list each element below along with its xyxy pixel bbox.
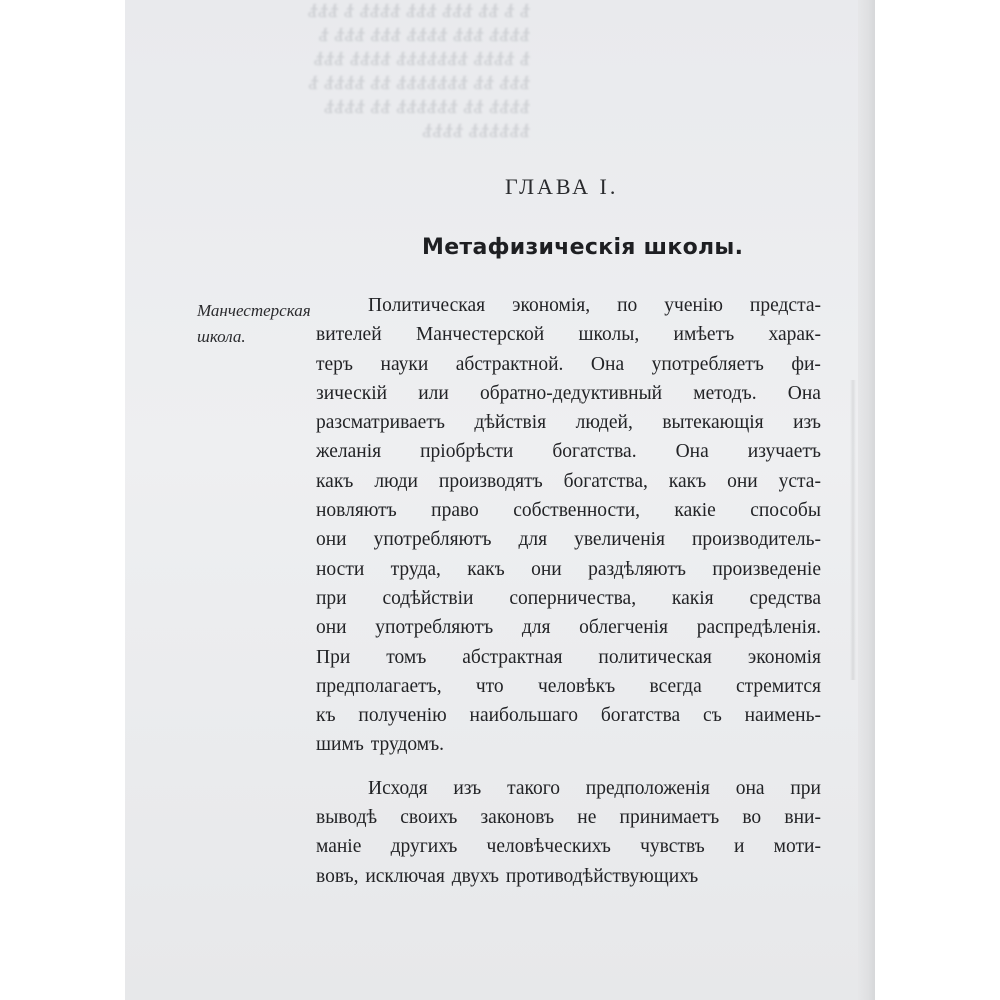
word: противодѣйствующихъ xyxy=(505,865,699,887)
page-crease xyxy=(850,380,856,680)
word: Она xyxy=(787,382,821,404)
word: чувствъ xyxy=(640,836,705,858)
word: для xyxy=(521,617,551,639)
word: наибольшаго xyxy=(469,705,579,727)
section-title: Метафизическія школы. xyxy=(422,235,744,260)
word: по xyxy=(617,295,638,316)
word: какъ xyxy=(467,558,505,580)
word: желанія xyxy=(316,441,382,463)
word: не xyxy=(577,807,597,829)
word: фи- xyxy=(791,353,821,375)
word: экономія xyxy=(747,646,821,668)
margin-note-line: Манчестерская xyxy=(197,301,311,320)
word: вни- xyxy=(784,807,821,829)
word: людей, xyxy=(575,412,633,434)
text-line xyxy=(316,350,821,379)
word: они xyxy=(727,470,758,492)
text-line xyxy=(316,803,821,832)
text-line xyxy=(316,320,821,349)
text-line xyxy=(316,672,821,701)
text-line xyxy=(316,613,821,642)
word: стремится xyxy=(735,675,821,697)
word: экономія, xyxy=(512,295,591,316)
word: при xyxy=(790,777,821,799)
word: изъ xyxy=(453,777,482,799)
word: способы xyxy=(750,500,821,522)
paragraph-gap xyxy=(316,760,821,774)
word: она xyxy=(735,777,765,799)
word: во xyxy=(742,807,762,829)
paragraph xyxy=(316,774,821,891)
word: увеличенія xyxy=(574,529,666,551)
word: Она xyxy=(675,441,709,463)
word: Она xyxy=(590,353,625,375)
text-line xyxy=(316,291,821,320)
text-line xyxy=(316,496,821,525)
word: распредѣленія. xyxy=(696,617,821,639)
word: имѣетъ xyxy=(673,324,735,346)
text-line xyxy=(316,408,821,437)
word: собственности, xyxy=(513,500,641,522)
word: уста- xyxy=(778,470,821,492)
word: какъ xyxy=(668,470,707,492)
word: какія xyxy=(671,587,714,609)
word: соперничества, xyxy=(509,587,637,609)
word: богатства xyxy=(600,705,681,727)
word: разсматриваетъ xyxy=(316,412,445,434)
word: дѣйствія xyxy=(474,412,547,434)
word: своихъ xyxy=(400,807,458,829)
text-line xyxy=(316,832,821,861)
word: содѣйствіи xyxy=(382,587,474,609)
word: томъ xyxy=(386,646,427,668)
body-text xyxy=(316,291,821,891)
word: другихъ xyxy=(390,836,458,858)
word: или xyxy=(418,382,449,404)
word: употребляютъ xyxy=(373,529,492,551)
word: они xyxy=(531,558,562,580)
word: люди xyxy=(374,470,418,492)
word: богатства. xyxy=(552,441,637,463)
margin-note xyxy=(197,298,311,350)
word: исключая xyxy=(365,865,445,887)
word: новляютъ xyxy=(316,500,397,522)
word: право xyxy=(431,500,479,522)
word: школы, xyxy=(578,324,640,346)
text-line xyxy=(316,525,821,554)
word: съ xyxy=(703,705,722,727)
word: они xyxy=(316,617,347,639)
word: изучаетъ xyxy=(747,441,821,463)
word: харак- xyxy=(768,324,821,346)
word: зическій xyxy=(316,382,388,404)
word: какъ xyxy=(316,470,354,492)
text-line xyxy=(316,555,821,584)
word: средства xyxy=(749,587,821,609)
paragraph xyxy=(316,291,821,760)
word: труда, xyxy=(390,558,441,580)
word: и xyxy=(734,836,745,858)
word: выводѣ xyxy=(316,807,378,829)
word: что xyxy=(475,675,504,697)
word: теръ xyxy=(316,353,354,375)
word: двухъ xyxy=(451,865,500,887)
word: трудомъ. xyxy=(370,734,445,756)
word: ученію xyxy=(664,295,723,316)
word: законовъ xyxy=(480,807,555,829)
word: къ xyxy=(316,705,336,727)
word: предположенія xyxy=(585,777,710,799)
text-line xyxy=(316,643,821,672)
word: науки xyxy=(380,353,429,375)
text-line xyxy=(316,701,821,730)
word: употребляетъ xyxy=(651,353,764,375)
word: изъ xyxy=(793,412,821,434)
word: производитель- xyxy=(691,529,821,551)
word: ности xyxy=(316,558,365,580)
word: Манчестерской xyxy=(415,324,545,346)
word: обратно-дедуктивный xyxy=(480,382,663,404)
word: раздѣляютъ xyxy=(588,558,686,580)
word: шимъ xyxy=(316,734,364,756)
word: произведеніе xyxy=(712,558,821,580)
word: для xyxy=(518,529,548,551)
word: принимаетъ xyxy=(619,807,720,829)
text-line xyxy=(316,730,821,759)
word: абстрактная xyxy=(462,646,563,668)
word: какіе xyxy=(674,500,716,522)
word: предста- xyxy=(749,295,821,316)
word: маніе xyxy=(316,836,362,858)
word: производятъ xyxy=(438,470,543,492)
word: употребляютъ xyxy=(375,617,494,639)
word: полученію xyxy=(358,705,447,727)
word: наимень- xyxy=(744,705,821,727)
word: человѣческихъ xyxy=(486,836,611,858)
word: богатства, xyxy=(563,470,648,492)
word: моти- xyxy=(773,836,821,858)
text-line xyxy=(316,862,821,891)
page-edge xyxy=(858,0,875,1000)
word: Исходя xyxy=(368,777,428,799)
word: они xyxy=(316,529,347,551)
text-line xyxy=(316,379,821,408)
word: при xyxy=(316,587,347,609)
word: вителей xyxy=(316,324,382,346)
word: методъ. xyxy=(693,382,757,404)
word: облегченія xyxy=(579,617,669,639)
margin-note-line: школа. xyxy=(197,327,246,346)
text-line xyxy=(316,467,821,496)
text-line xyxy=(316,437,821,466)
text-line xyxy=(316,774,821,803)
bleed-through-text: ѣ ѣ ѣѣ ѣѣѣ ѣѣѣ ѣѣѣѣ ѣ ѣѣѣ ѣѣѣѣ ѣѣѣ ѣѣѣѣ ѣѣѣ ѣѣѣ ѣ ѣ ѣѣѣѣ ѣѣѣѣѣѣѣ ѣѣѣѣ ѣѣѣ ѣѣѣ ѣѣ ѣѣѣѣѣѣѣ ѣѣ ѣѣѣѣ ѣ ѣѣѣѣ ѣѣ ѣѣѣѣѣѣ ѣѣ ѣѣѣѣ ѣѣѣѣѣѣ ѣѣѣѣ xyxy=(307,2,530,142)
word: всегда xyxy=(649,675,702,697)
word: предполагаетъ, xyxy=(316,675,442,697)
word: такого xyxy=(507,777,560,799)
word: человѣкъ xyxy=(537,675,616,697)
word: пріобрѣсти xyxy=(420,441,514,463)
word: абстрактной. xyxy=(455,353,564,375)
word: Политическая xyxy=(368,295,486,316)
word: политическая xyxy=(598,646,712,668)
text-line xyxy=(316,584,821,613)
word: При xyxy=(316,646,351,668)
chapter-heading: ГЛАВА I. xyxy=(505,174,619,199)
word: вовъ, xyxy=(316,865,359,887)
word: вытекающія xyxy=(662,412,764,434)
